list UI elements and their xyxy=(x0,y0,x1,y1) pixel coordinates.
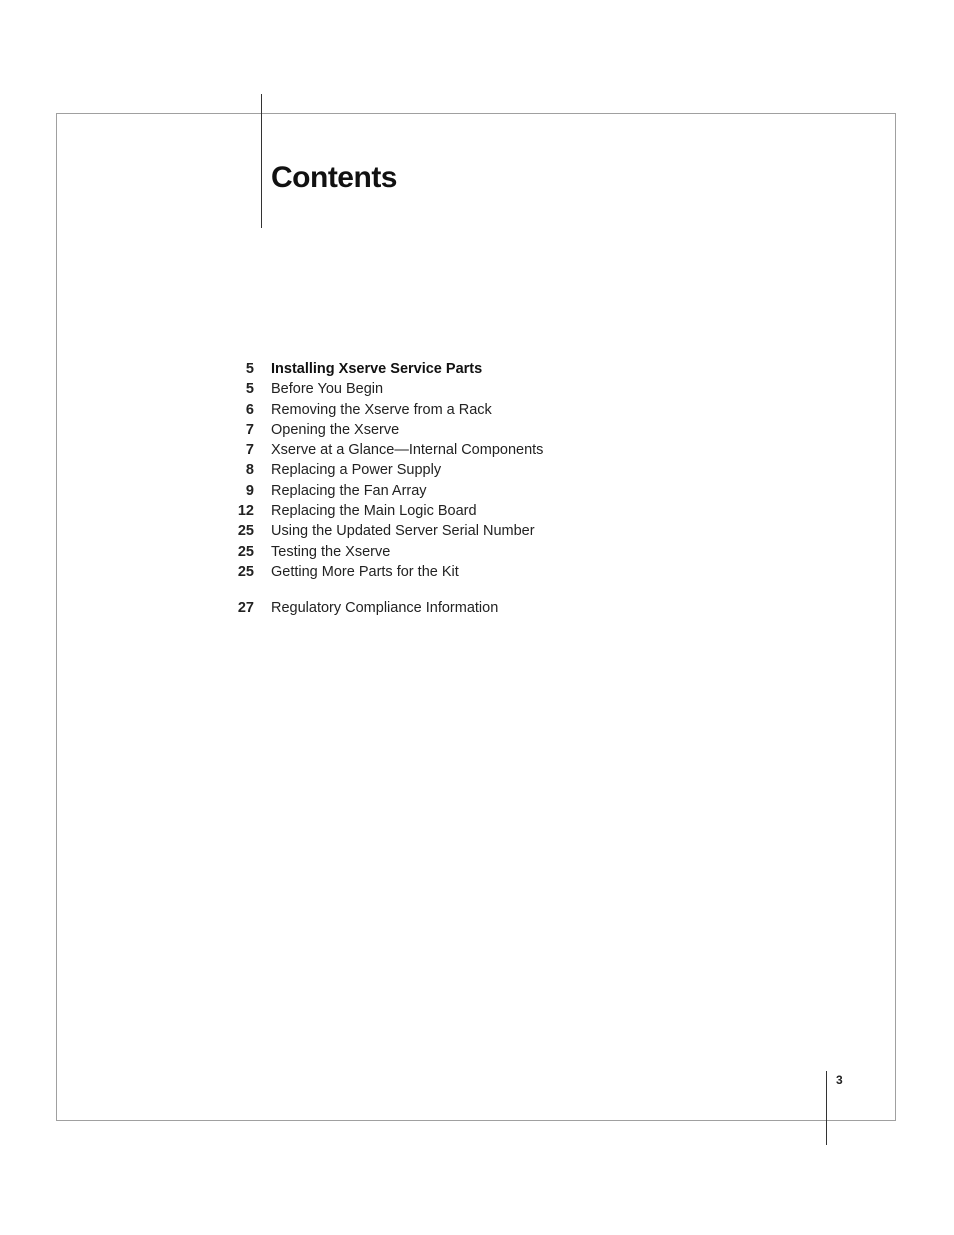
toc-page-number: 25 xyxy=(237,523,254,540)
title-rule xyxy=(261,94,262,228)
toc-entry-label: Xserve at a Glance—Internal Components xyxy=(271,442,544,459)
toc-page-number: 25 xyxy=(237,563,254,580)
toc-entry-getting-more-parts[interactable] xyxy=(220,562,640,582)
table-of-contents xyxy=(220,359,640,619)
toc-entry-label: Installing Xserve Service Parts xyxy=(271,361,483,377)
toc-entry-testing-the-xserve[interactable] xyxy=(220,542,640,562)
toc-entry-label: Using the Updated Server Serial Number xyxy=(271,523,535,540)
folio-rule xyxy=(826,1071,827,1145)
toc-entry-installing-xserve-service-parts[interactable] xyxy=(220,359,640,379)
page-number: 3 xyxy=(836,1073,843,1087)
toc-entry-removing-xserve-from-rack[interactable] xyxy=(220,400,640,420)
toc-entry-label: Opening the Xserve xyxy=(271,421,400,438)
toc-page-number: 25 xyxy=(237,543,254,560)
toc-entry-updated-server-serial-number[interactable] xyxy=(220,521,640,541)
toc-entry-label: Replacing the Fan Array xyxy=(271,482,427,499)
toc-entry-label: Removing the Xserve from a Rack xyxy=(271,401,492,418)
toc-page-number: 5 xyxy=(245,361,254,377)
toc-entry-label: Before You Begin xyxy=(271,381,384,398)
toc-entry-replacing-power-supply[interactable] xyxy=(220,460,640,480)
toc-page-number: 7 xyxy=(245,421,254,438)
toc-entry-label: Replacing a Power Supply xyxy=(271,462,442,479)
toc-entry-label: Testing the Xserve xyxy=(271,543,391,560)
toc-entry-xserve-at-a-glance[interactable] xyxy=(220,440,640,460)
toc-entry-replacing-main-logic-board[interactable] xyxy=(220,501,640,521)
toc-entry-regulatory-compliance[interactable] xyxy=(220,598,640,618)
page-title: Contents xyxy=(271,161,397,194)
toc-page-number: 9 xyxy=(245,482,254,499)
toc-entry-label: Regulatory Compliance Information xyxy=(271,600,499,617)
toc-page-number: 12 xyxy=(237,503,254,520)
toc-entry-replacing-fan-array[interactable] xyxy=(220,481,640,501)
toc-page-number: 7 xyxy=(245,442,254,459)
toc-page-number: 6 xyxy=(245,401,254,418)
toc-page-number: 8 xyxy=(245,462,254,479)
toc-page-number: 27 xyxy=(237,600,254,617)
toc-entry-label: Getting More Parts for the Kit xyxy=(271,563,459,580)
toc-entry-opening-the-xserve[interactable] xyxy=(220,420,640,440)
toc-page-number: 5 xyxy=(245,381,254,398)
toc-entry-before-you-begin[interactable] xyxy=(220,379,640,399)
toc-entry-label: Replacing the Main Logic Board xyxy=(271,503,477,520)
